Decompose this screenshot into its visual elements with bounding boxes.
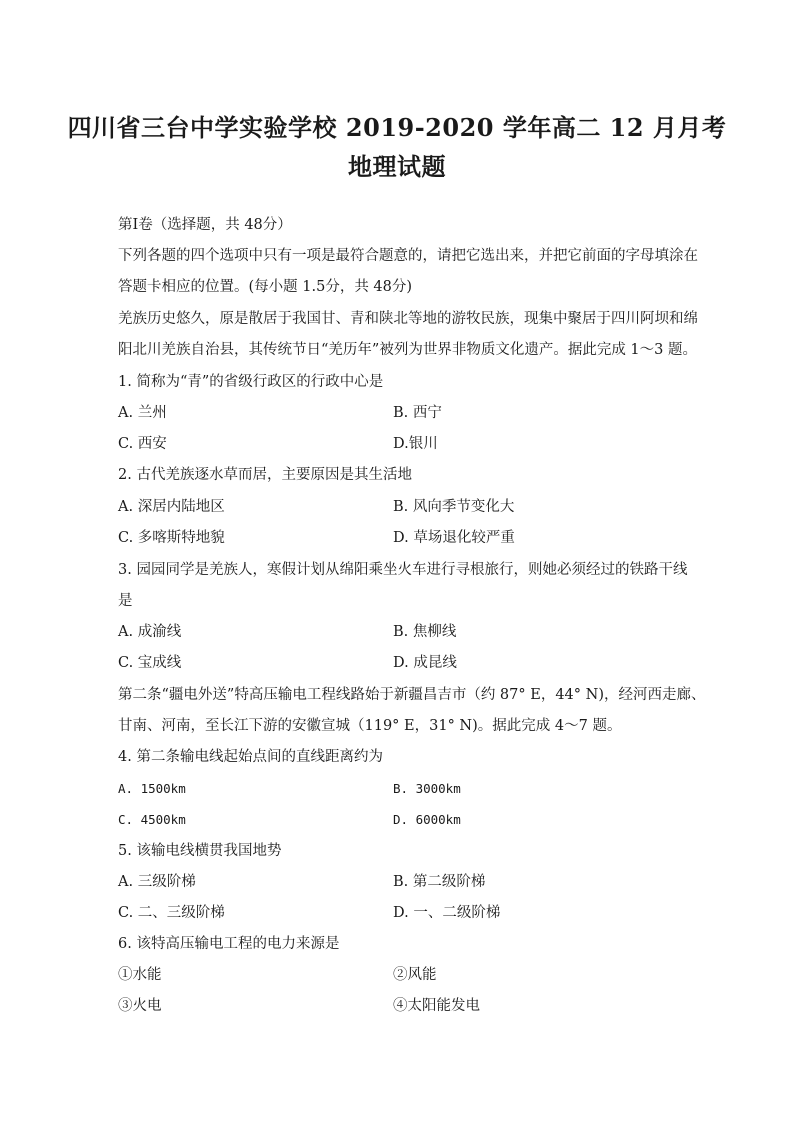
question-1-option-c: C. 西安 xyxy=(118,436,167,452)
question-2-option-c: C. 多喀斯特地貌 xyxy=(118,530,225,546)
passage-1-line-1: 羌族历史悠久，原是散居于我国甘、青和陕北等地的游牧民族，现集中聚居于四川阿坝和绵 xyxy=(118,311,698,327)
passage-2-line-2: 甘南、河南，至长江下游的安徽宣城（119° E，31° N)。据此完成 4～7 题。 xyxy=(118,718,622,734)
question-3-option-d: D. 成昆线 xyxy=(393,655,457,671)
passage-1-line-2: 阳北川羌族自治县，其传统节日“羌历年”被列为世界非物质文化遗产。据此完成 1～3 题。 xyxy=(118,342,697,358)
question-5-option-b: B. 第二级阶梯 xyxy=(393,874,486,890)
question-1-option-a: A. 兰州 xyxy=(118,405,167,421)
question-4-option-a: A. 1500km xyxy=(118,781,186,796)
question-2-option-b: B. 风向季节变化大 xyxy=(393,499,515,515)
question-3-stem-line-1: 3. 园园同学是羌族人，寒假计划从绵阳乘坐火车进行寻根旅行，则她必须经过的铁路干线 xyxy=(118,562,688,578)
section-heading: 第Ⅰ卷（选择题，共 48分） xyxy=(118,217,292,233)
question-2-option-d: D. 草场退化较严重 xyxy=(393,530,515,546)
question-6-option-2: ②风能 xyxy=(393,967,437,983)
instruction-line-2: 答题卡相应的位置。(每小题 1.5分，共 48分) xyxy=(118,279,413,295)
instruction-line-1: 下列各题的四个选项中只有一项是最符合题意的，请把它选出来，并把它前面的字母填涂在 xyxy=(118,248,698,264)
question-4-option-b: B. 3000km xyxy=(393,781,461,796)
question-3-option-c: C. 宝成线 xyxy=(118,655,182,671)
question-2-option-a: A. 深居内陆地区 xyxy=(118,499,225,515)
question-6-option-1: ①水能 xyxy=(118,967,162,983)
page-subtitle: 地理试题 xyxy=(348,152,446,181)
question-6-option-4: ④太阳能发电 xyxy=(393,998,480,1014)
question-1-option-b: B. 西宁 xyxy=(393,405,442,421)
question-2-stem: 2. 古代羌族逐水草而居，主要原因是其生活地 xyxy=(118,467,412,483)
question-6-stem: 6. 该特高压输电工程的电力来源是 xyxy=(118,936,340,952)
question-3-option-b: B. 焦柳线 xyxy=(393,624,457,640)
question-4-stem: 4. 第二条输电线起始点间的直线距离约为 xyxy=(118,749,383,765)
question-3-stem-line-2: 是 xyxy=(118,593,133,609)
question-5-option-c: C. 二、三级阶梯 xyxy=(118,905,225,921)
passage-2-line-1: 第二条“疆电外送”特高压输电工程线路始于新疆昌吉市（约 87° E，44° N)，经河西走廊、 xyxy=(118,687,706,703)
question-6-option-3: ③火电 xyxy=(118,998,162,1014)
question-5-stem: 5. 该输电线横贯我国地势 xyxy=(118,843,282,859)
question-5-option-d: D. 一、二级阶梯 xyxy=(393,905,501,921)
question-4-option-c: C. 4500km xyxy=(118,812,186,827)
question-1-stem: 1. 简称为“青”的省级行政区的行政中心是 xyxy=(118,374,384,390)
question-4-option-d: D. 6000km xyxy=(393,812,461,827)
question-5-option-a: A. 三级阶梯 xyxy=(118,874,196,890)
question-1-option-d: D.银川 xyxy=(393,436,438,452)
question-3-option-a: A. 成渝线 xyxy=(118,624,182,640)
page-title: 四川省三台中学实验学校 2019-2020 学年高二 12 月月考 xyxy=(67,113,727,142)
